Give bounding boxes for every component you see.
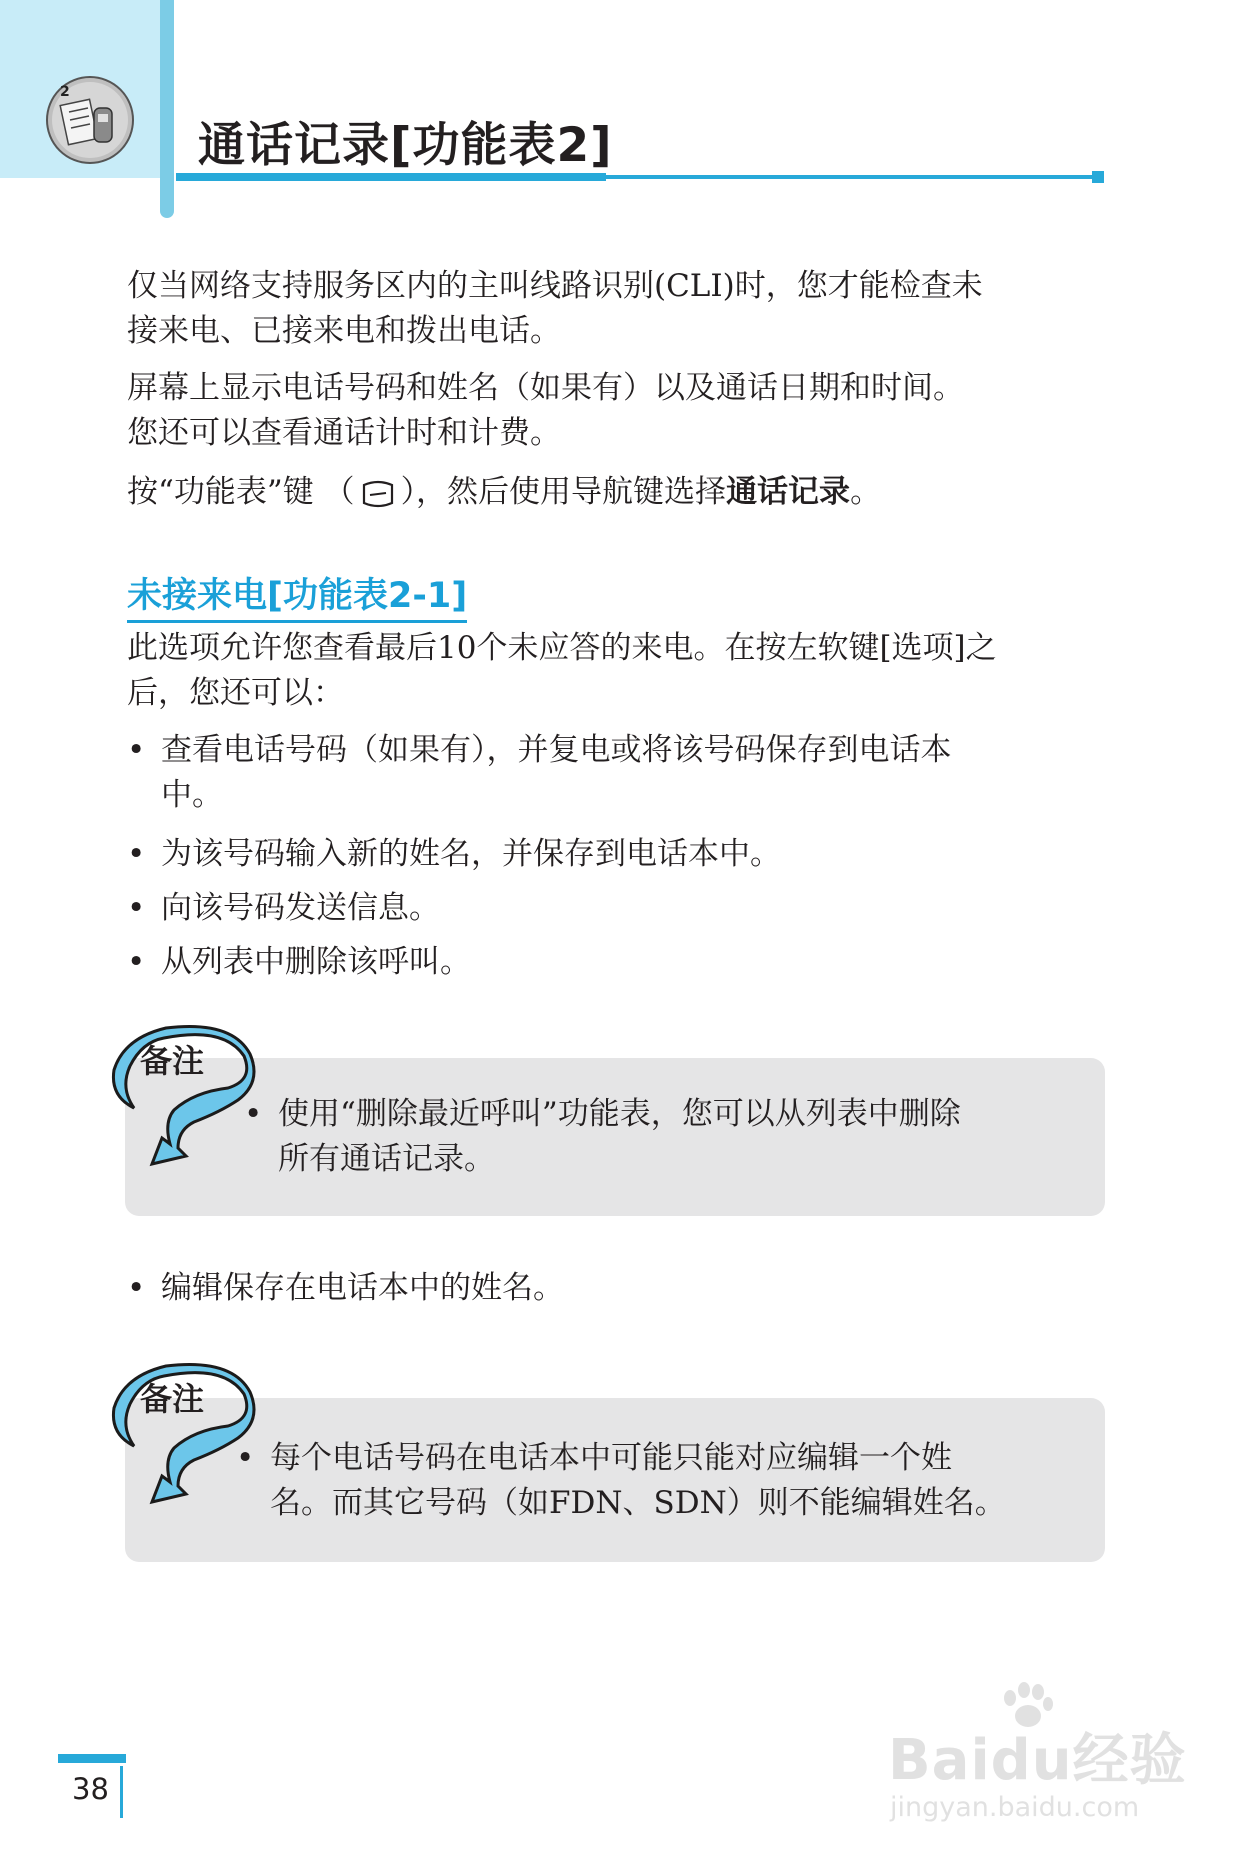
note-line: 使用“删除最近呼叫”功能表，您可以从列表中删除 — [278, 1096, 961, 1132]
intro-p3-middle: ），然后使用导航键选择 — [400, 474, 727, 510]
intro-paragraph-3 — [127, 470, 1117, 515]
intro-paragraph-1 — [127, 264, 1117, 354]
intro-p3-before: 按“功能表”键 （ — [127, 474, 355, 510]
bullet-glyph: • — [127, 944, 146, 980]
bullet-glyph: • — [244, 1096, 263, 1132]
page-number-rule — [120, 1766, 123, 1818]
note-line: 每个电话号码在电话本中可能只能对应编辑一个姓 — [270, 1440, 952, 1476]
intro-p3-bold: 通话记录 — [726, 474, 851, 510]
page-number-bar — [58, 1754, 126, 1763]
title-underline-thick — [176, 173, 606, 181]
section-heading: 未接来电[功能表2-1] — [127, 568, 467, 623]
baidu-watermark — [878, 1680, 1187, 1830]
bullet-text-continued: 中。 — [161, 777, 223, 813]
bullet-glyph: • — [127, 732, 146, 768]
list-item — [127, 940, 471, 985]
page-number: 38 — [72, 1772, 109, 1806]
note-label: 备注 — [140, 1380, 205, 1418]
list-item — [127, 1266, 564, 1311]
intro-p1-line1: 仅当网络支持服务区内的主叫线路识别(CLI)时，您才能检查未 — [127, 268, 983, 304]
page-title: 通话记录[功能表2] — [198, 118, 613, 173]
chapter-number: 2 — [60, 84, 70, 100]
intro-p2-line2: 您还可以查看通话计时和计费。 — [127, 415, 561, 451]
chapter-vertical-bar — [160, 0, 174, 218]
note-line-continued: 名。而其它号码（如FDN、SDN）则不能编辑姓名。 — [270, 1485, 1006, 1521]
intro-p3-end: 。 — [850, 474, 882, 510]
note-text-1 — [244, 1092, 961, 1182]
bullet-glyph: • — [127, 890, 146, 926]
bullet-glyph: • — [127, 836, 146, 872]
watermark-url: jingyan.baidu.com — [890, 1792, 1140, 1823]
bullet-text: 从列表中删除该呼叫。 — [161, 944, 471, 980]
bullet-text: 查看电话号码（如果有），并复电或将该号码保存到电话本 — [161, 732, 952, 768]
intro-paragraph-2 — [127, 366, 1117, 456]
intro-p1-line2: 接来电、已接来电和拨出电话。 — [127, 313, 561, 349]
bullet-text: 向该号码发送信息。 — [161, 890, 440, 926]
section-description — [127, 626, 1117, 716]
section-desc-line2: 后，您还可以： — [127, 675, 344, 711]
bullet-glyph: • — [236, 1440, 255, 1476]
title-underline-end-square — [1092, 171, 1104, 183]
bullet-text: 编辑保存在电话本中的姓名。 — [161, 1270, 564, 1306]
note-text-2 — [236, 1436, 1006, 1526]
list-item — [127, 728, 952, 818]
bullet-text: 为该号码输入新的姓名，并保存到电话本中。 — [161, 836, 781, 872]
intro-p2-line1: 屏幕上显示电话号码和姓名（如果有）以及通话日期和时间。 — [127, 370, 964, 406]
section-desc-line1: 此选项允许您查看最后10个未应答的来电。在按左软键[选项]之 — [127, 630, 997, 666]
menu-key-icon — [359, 477, 397, 511]
list-item — [127, 886, 440, 931]
bullet-glyph: • — [127, 1270, 146, 1306]
watermark-logo: Baidu经验 — [888, 1728, 1187, 1793]
note-label: 备注 — [140, 1042, 205, 1080]
note-line-continued: 所有通话记录。 — [278, 1141, 495, 1177]
call-log-chapter-icon — [44, 74, 136, 166]
list-item — [127, 832, 781, 877]
